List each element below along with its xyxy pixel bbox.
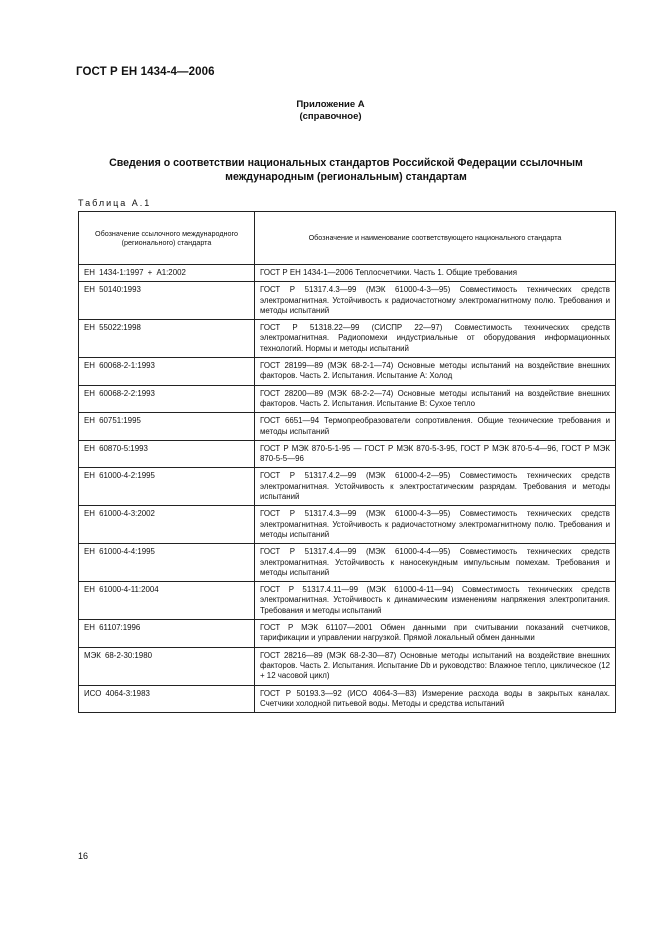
table-label: Таблица А.1 — [78, 198, 152, 208]
table-row — [79, 468, 616, 506]
national-standard-cell: ГОСТ Р МЭК 870-5-1-95 — ГОСТ Р МЭК 870-5-3-95, ГОСТ Р МЭК 870-5-4—96, ГОСТ Р МЭК 870-5-5—96 — [255, 440, 616, 468]
table-row — [79, 385, 616, 413]
intl-standard-cell: МЭК 68-2-30:1980 — [79, 647, 255, 685]
table-row — [79, 440, 616, 468]
national-standard-cell: ГОСТ Р 51318.22—99 (СИСПР 22—97) Совместимость технических средств электромагнитная. Радиопомехи индустриальные от оборудования информационных технологий. Нормы и методы испытаний — [255, 320, 616, 358]
table-row — [79, 582, 616, 620]
intl-standard-cell: ЕН 61107:1996 — [79, 620, 255, 648]
table-row — [79, 358, 616, 386]
table-row — [79, 544, 616, 582]
header-national-standard: Обозначение и наименование соответствующего национального стандарта — [255, 212, 616, 265]
national-standard-cell: ГОСТ Р МЭК 61107—2001 Обмен данными при считывании показаний счетчиков, тарификации и управлении нагрузкой. Прямой локальный обмен данными — [255, 620, 616, 648]
national-standard-cell: ГОСТ Р ЕН 1434-1—2006 Теплосчетчики. Часть 1. Общие требования — [255, 265, 616, 282]
correspondence-table — [78, 211, 616, 713]
intl-standard-cell: ЕН 61000-4-4:1995 — [79, 544, 255, 582]
table-row — [79, 265, 616, 282]
table-body — [79, 265, 616, 713]
national-standard-cell: ГОСТ Р 51317.4.3—99 (МЭК 61000-4-3—95) Совместимость технических средств электромагнитная. Устойчивость к радиочастотному электромагнитному полю. Требования и методы испытаний — [255, 282, 616, 320]
intl-standard-cell: ЕН 50140:1993 — [79, 282, 255, 320]
intl-standard-cell: ЕН 61000-4-2:1995 — [79, 468, 255, 506]
national-standard-cell: ГОСТ Р 51317.4.4—99 (МЭК 61000-4-4—95) Совместимость технических средств электромагнитная. Устойчивость к наносекундным импульсным помехам. Требования и методы испытаний — [255, 544, 616, 582]
table-row — [79, 320, 616, 358]
header-intl-standard: Обозначение ссылочного международного (регионального) стандарта — [79, 212, 255, 265]
table-row — [79, 620, 616, 648]
table-header-row — [79, 212, 616, 265]
intl-standard-cell: ЕН 60870-5:1993 — [79, 440, 255, 468]
annex-subtitle: (справочное) — [299, 111, 362, 122]
intl-standard-cell: ЕН 61000-4-3:2002 — [79, 506, 255, 544]
document-code: ГОСТ Р ЕН 1434-4—2006 — [76, 66, 215, 78]
national-standard-cell: ГОСТ Р 51317.4.3—99 (МЭК 61000-4-3—95) Совместимость технических средств электромагнитная. Устойчивость к радиочастотному электромагнитному полю. Требования и методы испытаний — [255, 506, 616, 544]
annex-title: Приложение А — [296, 99, 365, 110]
national-standard-cell: ГОСТ Р 50193.3—92 (ИСО 4064-3—83) Измерение расхода воды в закрытых каналах. Счетчики холодной питьевой воды. Методы и средства испытаний — [255, 685, 616, 713]
national-standard-cell: ГОСТ 28199—89 (МЭК 68-2-1—74) Основные методы испытаний на воздействие внешних факторов. Часть 2. Испытания. Испытание А: Холод — [255, 358, 616, 386]
table-row — [79, 685, 616, 713]
intl-standard-cell: ЕН 55022:1998 — [79, 320, 255, 358]
intl-standard-cell: ИСО 4064-3:1983 — [79, 685, 255, 713]
main-title: Сведения о соответствии национальных стандартов Российской Федерации ссылочным международным (региональным) стандартам — [109, 157, 583, 183]
intl-standard-cell: ЕН 60068-2-1:1993 — [79, 358, 255, 386]
table-row — [79, 282, 616, 320]
table-row — [79, 506, 616, 544]
national-standard-cell: ГОСТ 28216—89 (МЭК 68-2-30—87) Основные методы испытаний на воздействие внешних факторов. Часть 2. Испытания. Испытание Db и руководство: Влажное тепло, циклическое (12 + 12 часовой цикл) — [255, 647, 616, 685]
intl-standard-cell: ЕН 60068-2-2:1993 — [79, 385, 255, 413]
intl-standard-cell: ЕН 60751:1995 — [79, 413, 255, 441]
table-row — [79, 413, 616, 441]
annex-heading — [0, 99, 661, 123]
table-row — [79, 647, 616, 685]
national-standard-cell: ГОСТ 6651—94 Термопреобразователи сопротивления. Общие технические требования и методы испытаний — [255, 413, 616, 441]
national-standard-cell: ГОСТ Р 51317.4.11—99 (МЭК 61000-4-11—94) Совместимость технических средств электромагнитная. Устойчивость к динамическим изменениям напряжения электропитания. Требования и методы испытаний — [255, 582, 616, 620]
national-standard-cell: ГОСТ Р 51317.4.2—99 (МЭК 61000-4-2—95) Совместимость технических средств электромагнитная. Устойчивость к электростатическим разрядам. Требования и методы испытаний — [255, 468, 616, 506]
national-standard-cell: ГОСТ 28200—89 (МЭК 68-2-2—74) Основные методы испытаний на воздействие внешних факторов. Часть 2. Испытания. Испытание В: Сухое тепло — [255, 385, 616, 413]
intl-standard-cell: ЕН 1434-1:1997 + А1:2002 — [79, 265, 255, 282]
page-number: 16 — [78, 851, 89, 861]
intl-standard-cell: ЕН 61000-4-11:2004 — [79, 582, 255, 620]
